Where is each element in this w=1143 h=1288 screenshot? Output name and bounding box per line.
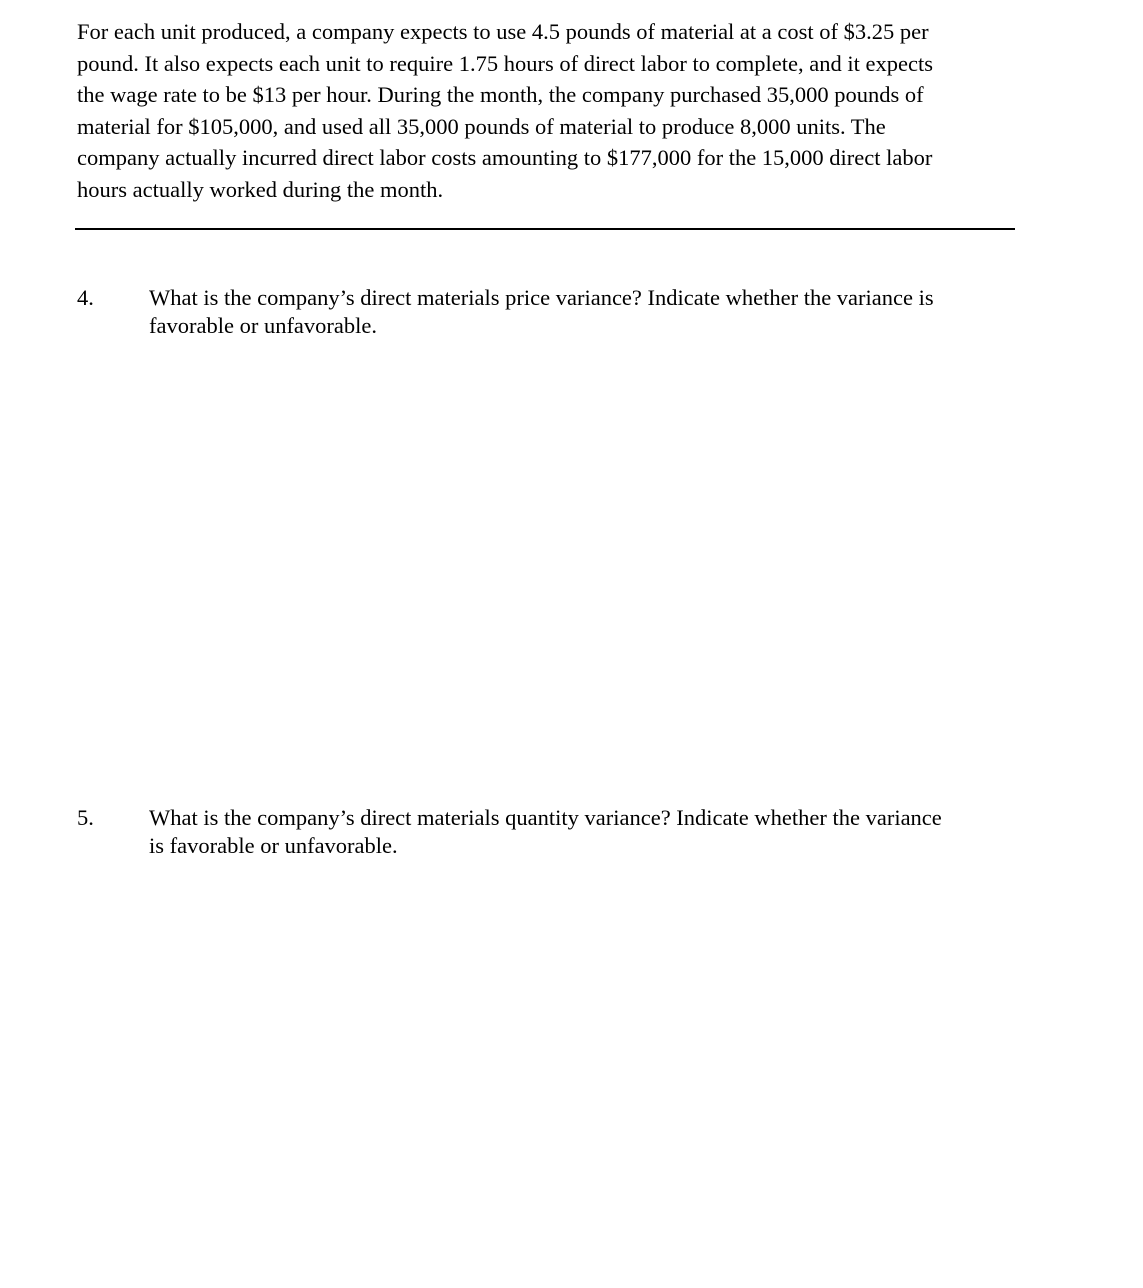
section-divider xyxy=(75,228,1015,230)
problem-statement-line: pound. It also expects each unit to require 1.75 hours of direct labor to complete, and it expects xyxy=(77,50,933,76)
question-text-line: What is the company’s direct materials price variance? Indicate whether the variance is xyxy=(149,285,934,310)
question-text xyxy=(149,804,1029,860)
question-text xyxy=(149,284,1029,340)
question-text-line: favorable or unfavorable. xyxy=(149,313,378,338)
problem-statement xyxy=(77,16,1017,205)
question-text-line: is favorable or unfavorable. xyxy=(149,833,398,858)
question-number: 4. xyxy=(77,285,94,310)
question-number: 5. xyxy=(77,805,94,830)
problem-statement-line: hours actually worked during the month. xyxy=(77,176,444,202)
problem-statement-line: material for $105,000, and used all 35,000 pounds of material to produce 8,000 units. The xyxy=(77,113,886,139)
problem-statement-line: company actually incurred direct labor costs amounting to $177,000 for the 15,000 direct labor xyxy=(77,145,933,170)
question-text-line: What is the company’s direct materials quantity variance? Indicate whether the variance xyxy=(149,805,942,830)
problem-statement-line: For each unit produced, a company expects to use 4.5 pounds of material at a cost of $3.25 per xyxy=(77,19,929,44)
problem-statement-line: the wage rate to be $13 per hour. During the month, the company purchased 35,000 pounds of xyxy=(77,82,924,107)
